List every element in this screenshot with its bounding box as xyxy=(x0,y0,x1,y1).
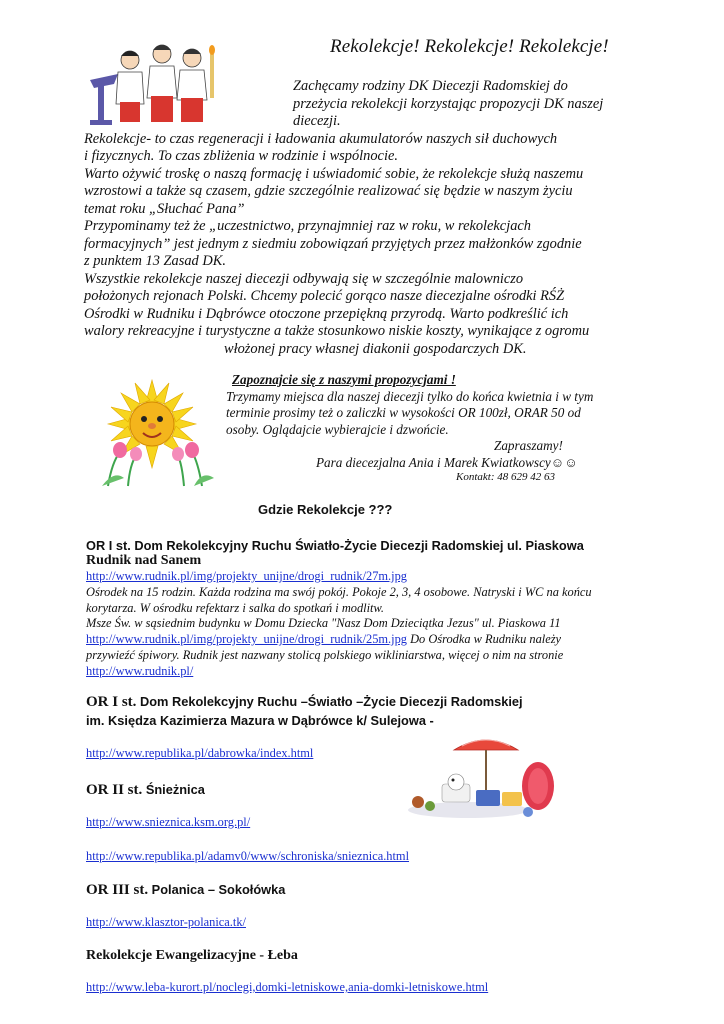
intro-line: diecezji. xyxy=(293,113,341,129)
intro-line: przeżycia rekolekcji korzystając propozycji DK naszej xyxy=(293,95,604,112)
snieznica-schronisko-link[interactable]: http://www.republika.pl/adamv0/www/schroniska/snieznica.html xyxy=(86,848,410,863)
invite-heading: Zapoznajcie się z naszymi propozycjami ! xyxy=(232,372,456,387)
paragraph-line: Przypominamy też że „uczestnictwo, przynajmniej raz w roku, w rekolekcjach xyxy=(84,218,531,234)
section-title: Śnieżnica xyxy=(142,782,205,797)
section-rudnik xyxy=(86,538,686,680)
paragraph-line: położonych rejonach Polski. Chcemy polecić gorąco nasze diecezjalne ośrodki RŚŻ xyxy=(84,288,565,304)
description-line: Msze Św. w sąsiednim budynku w Domu Dziecka "Nasz Dom Dzieciątka Jezus" ul. Piaskowa 11 xyxy=(86,616,561,631)
rudnik-website-link[interactable]: http://www.rudnik.pl/ xyxy=(86,663,194,678)
paragraph-line: Ośrodki w Rudniku i Dąbrówce otoczone przepiękną przyrodą. Warto podkreślić ich xyxy=(84,305,569,322)
section-title: Dom Rekolekcyjny Ruchu –Światło –Życie Diecezji Radomskiej xyxy=(136,694,523,709)
invite-block xyxy=(226,372,666,484)
section-title: OR I st. Dom Rekolekcyjny Ruchu Światło-Życie Diecezji Radomskiej ul. Piaskowa xyxy=(86,538,584,553)
paragraph-line: formacyjnych” jest jednym z siedmiu zobowiązań przyjętych przez małżonków zgodnie xyxy=(84,235,582,252)
section-title: im. Księdza Kazimierza Mazura w Dąbrówce k/ Sulejowa - xyxy=(86,713,434,728)
description-line: korytarza. W ośrodku refektarz i salka do spotkań i modlitw. xyxy=(86,600,384,615)
contact: Kontakt: 48 629 42 63 xyxy=(456,471,555,483)
section-level: OR III st. xyxy=(86,882,149,898)
paragraph-line: z punktem 13 Zasad DK. xyxy=(84,253,226,269)
intro-text xyxy=(84,78,644,358)
description-line: przywieźć śpiwory. Rudnik jest nazwany stolicą polskiego wikliniarstwa, więcej o nim na stronie xyxy=(86,647,564,662)
paragraph-line: włożonej pracy własnej diakonii gospodarczych DK. xyxy=(224,340,527,357)
section-title: Polanica – Sokołówka xyxy=(148,882,286,897)
section-level: OR I st. xyxy=(86,694,137,710)
sunflower-clipart-icon xyxy=(98,378,218,488)
paragraph-line: temat roku „Słuchać Pana” xyxy=(84,200,245,217)
paragraph-line: Rekolekcje- to czas regeneracji i ładowania akumulatorów naszych sił duchowych xyxy=(84,130,558,147)
signature: Para diecezjalna Ania i Marek Kwiatkowscy☺☺ xyxy=(316,454,578,470)
where-heading: Gdzie Rekolekcje ??? xyxy=(258,502,393,517)
section-leba xyxy=(86,948,706,996)
intro-line: Zachęcamy rodziny DK Diecezji Radomskiej do xyxy=(293,78,568,94)
regards: Zapraszamy! xyxy=(494,438,563,453)
section-snieznica xyxy=(86,782,686,865)
section-title: Rekolekcje Ewangelizacyjne - Łeba xyxy=(86,948,298,963)
section-title: Rudnik nad Sanem xyxy=(86,553,202,568)
paragraph-line: Warto ożywić troskę o naszą formację i uświadomić sobie, że rekolekcje służą naszemu xyxy=(84,165,584,182)
rudnik-photo-link[interactable]: http://www.rudnik.pl/img/projekty_unijne/drogi_rudnik/27m.jpg xyxy=(86,569,407,583)
section-polanica xyxy=(86,882,686,931)
paragraph-line: walory rekreacyjne i turystyczne a także stosunkowo niskie koszty, wynikające z ogromu xyxy=(84,323,590,339)
leba-link[interactable]: http://www.leba-kurort.pl/noclegi,domki-letniskowe,ania-domki-letniskowe.html xyxy=(86,980,489,994)
polanica-link[interactable]: http://www.klasztor-polanica.tk/ xyxy=(86,915,246,929)
page-title: Rekolekcje! Rekolekcje! Rekolekcje! xyxy=(330,36,609,57)
invite-line: terminie prosimy też o zaliczki w wysokości OR 100zł, ORAR 50 od xyxy=(226,405,581,420)
description-line: Ośrodek na 15 rodzin. Każda rodzina ma swój pokój. Pokoje 2, 3, 4 osobowe. Natryski i WC na końcu xyxy=(86,584,592,599)
rudnik-photo-link-2[interactable]: http://www.rudnik.pl/img/projekty_unijne/drogi_rudnik/25m.jpg xyxy=(86,632,407,647)
dabrowka-link[interactable]: http://www.republika.pl/dabrowka/index.html xyxy=(86,746,314,760)
paragraph-line: Wszystkie rekolekcje naszej diecezji odbywają się w szczególnie malowniczo xyxy=(84,270,524,287)
paragraph-line: wzrostowi a także są czasem, gdzie szczególnie realizować się będzie w naszym życiu xyxy=(84,183,573,199)
section-level: OR II st. xyxy=(86,782,143,798)
description-line: Do Ośrodka w Rudniku należy xyxy=(407,632,562,647)
snieznica-link[interactable]: http://www.snieznica.ksm.org.pl/ xyxy=(86,815,251,829)
paragraph-line: i fizycznych. To czas zbliżenia w rodzinie i wspólnocie. xyxy=(84,148,398,164)
section-dabrowka xyxy=(86,694,686,762)
invite-line: Trzymamy miejsca dla naszej diecezji tylko do końca kwietnia i w tym xyxy=(226,388,594,404)
invite-line: osoby. Oglądajcie wybierajcie i dzwońcie. xyxy=(226,421,449,437)
